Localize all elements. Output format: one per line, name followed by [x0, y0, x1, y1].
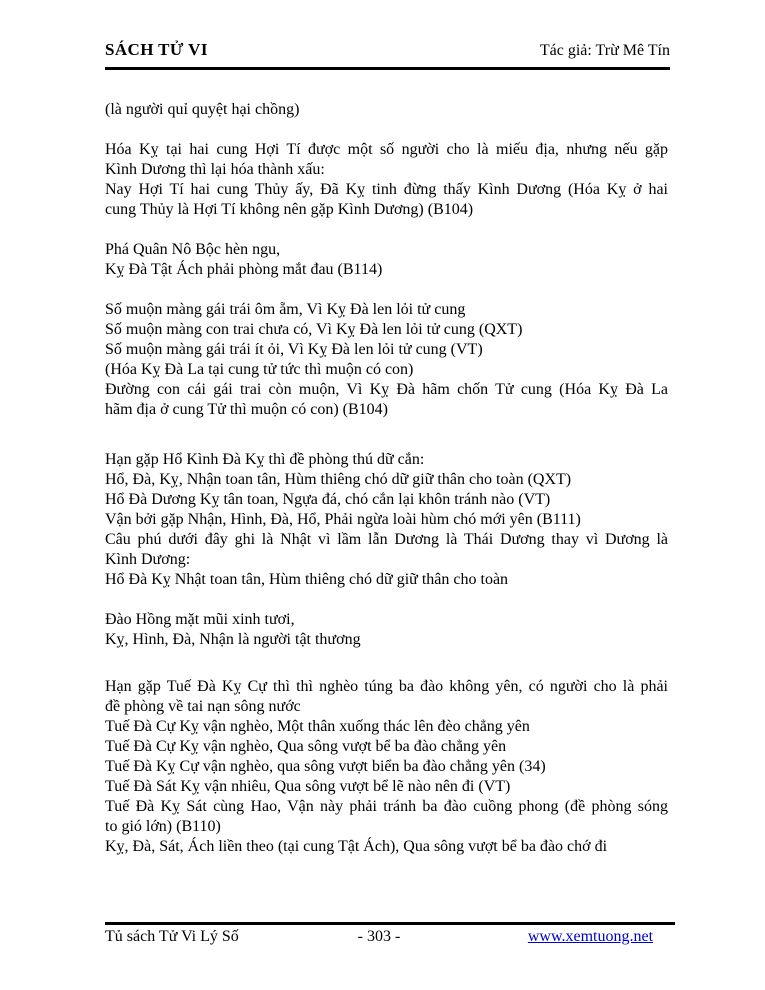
text-line: Số muộn màng gái trái ít ỏi, Vì Kỵ Đà len lỏi tử cung (VT)	[105, 341, 483, 358]
text-line: Hạn gặp Tuế Đà Kỵ Cự thì thì nghèo túng ba đào không yên, có người cho là phải	[105, 678, 668, 695]
blank-line	[105, 420, 668, 450]
text-line: Tuế Đà Sát Kỵ vận nhiêu, Qua sông vượt bể lẽ nào nên đi (VT)	[105, 778, 511, 795]
text-line: Kình Dương thì lại hóa thành xấu:	[105, 161, 325, 178]
text-line: Đường con cái gái trai còn muộn, Vì Kỵ Đà hãm chốn Tử cung (Hóa Kỵ Đà La	[105, 381, 668, 398]
website-link[interactable]: www.xemtuong.net	[527, 928, 654, 945]
text-line: Phá Quân Nô Bộc hèn ngu,	[105, 241, 281, 258]
text-line: hãm địa ở cung Tử thì muộn có con) (B104)	[105, 401, 389, 418]
blank-line	[105, 120, 668, 140]
footer-series-title: Tủ sách Tử Vi Lý Số	[105, 928, 239, 945]
text-line: Tuế Đà Kỵ Sát cùng Hao, Vận này phải tránh ba đào cuồng phong (đề phòng sóng	[105, 798, 668, 815]
blank-line	[105, 220, 668, 240]
text-line: Hổ, Đà, Kỵ, Nhận toan tân, Hùm thiêng chó dữ giữ thân cho toàn (QXT)	[105, 471, 572, 488]
text-line: Số muộn màng gái trái ôm ẵm, Vì Kỵ Đà len lỏi tử cung	[105, 301, 466, 318]
text-line: Kình Dương:	[105, 551, 191, 568]
text-line: Hạn gặp Hổ Kình Đà Kỵ thì đề phòng thú dữ cắn:	[105, 451, 425, 468]
text-line: đề phòng về tai nạn sông nước	[105, 698, 301, 715]
text-line: Vận bởi gặp Nhận, Hình, Đà, Hổ, Phải ngừa loài hùm chó mới yên (B111)	[105, 511, 581, 528]
page-header	[105, 40, 670, 70]
blank-line	[105, 590, 668, 610]
text-line: Hổ Đà Dương Kỵ tân toan, Ngựa đá, chó cắn lại khôn tránh nào (VT)	[105, 491, 551, 508]
author-label: Tác giả: Trừ Mê Tín	[539, 42, 670, 59]
blank-line	[105, 650, 668, 677]
blank-line	[105, 280, 668, 300]
text-line: to gió lớn) (B110)	[105, 818, 221, 835]
text-line: Tuế Đà Kỵ Cự vận nghèo, qua sông vượt biển ba đào chẳng yên (34)	[105, 758, 546, 775]
text-line: Kỵ Đà Tật Ách phải phòng mắt đau (B114)	[105, 261, 383, 278]
text-line: Số muộn màng con trai chưa có, Vì Kỵ Đà len lỏi tử cung (QXT)	[105, 321, 523, 338]
text-line: (là người quỉ quyệt hại chồng)	[105, 101, 300, 118]
page-number: - 303 -	[357, 928, 401, 945]
text-line: (Hóa Kỵ Đà La tại cung tử tức thì muộn có con)	[105, 361, 414, 378]
text-line: Hổ Đà Kỵ Nhật toan tân, Hùm thiêng chó dữ giữ thân cho toàn	[105, 571, 509, 588]
text-line: Kỵ, Hình, Đà, Nhận là người tật thương	[105, 631, 361, 648]
text-line: Nay Hợi Tí hai cung Thủy ấy, Đã Kỵ tinh đừng thấy Kình Dương (Hóa Kỵ ở hai	[105, 181, 668, 198]
book-title: SÁCH TỬ VI	[105, 40, 208, 59]
text-line: Tuế Đà Cự Kỵ vận nghèo, Một thân xuống thác lên đèo chẳng yên	[105, 718, 530, 735]
text-line: Câu phú dưới đây ghi là Nhật vì lầm lẫn Dương là Thái Dương thay vì Dương là	[105, 531, 668, 548]
text-line: Tuế Đà Cự Kỵ vận nghèo, Qua sông vượt bể ba đào chẳng yên	[105, 738, 507, 755]
text-line: Hóa Kỵ tại hai cung Hợi Tí được một số người cho là miếu địa, nhưng nếu gặp	[105, 141, 668, 158]
text-line: Đào Hồng mặt mũi xinh tươi,	[105, 611, 295, 628]
page-footer	[105, 922, 675, 946]
text-line: Kỵ, Đà, Sát, Ách liền theo (tại cung Tật Ách), Qua sông vượt bể ba đào chớ đi	[105, 838, 608, 855]
text-line: cung Thủy là Hợi Tí không nên gặp Kình Dương) (B104)	[105, 201, 474, 218]
body-text	[105, 100, 668, 857]
